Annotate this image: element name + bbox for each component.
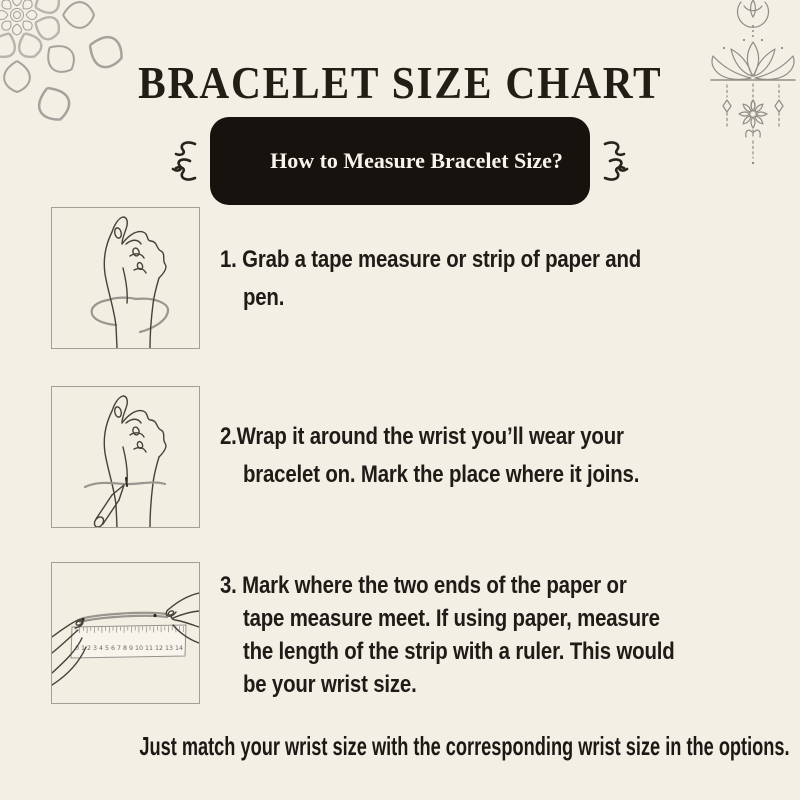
step3-line2: tape measure meet. If using paper, measure — [242, 605, 660, 632]
ruler-numbers: 0 1 2 3 4 5 6 7 8 9 10 11 12 13 14 — [75, 644, 183, 652]
flourish-right-icon — [602, 138, 632, 184]
step1-line2: pen. — [242, 284, 285, 311]
step1-illustration-hand-tape-loop — [51, 207, 200, 349]
step3-illustration-ruler-strip — [51, 562, 200, 704]
flourish-left-icon — [168, 138, 198, 184]
subtitle-pill — [210, 117, 590, 205]
step3-line1: 3. Mark where the two ends of the paper or — [220, 572, 627, 599]
footer-note-text: Just match your wrist size with the corresponding wrist size in the options. — [139, 731, 790, 761]
step2-line1: 2.Wrap it around the wrist you’ll wear your — [220, 423, 624, 450]
step2-text — [220, 418, 639, 494]
step2-line2: bracelet on. Mark the place where it joins. — [242, 461, 640, 488]
step1-line1: 1. Grab a tape measure or strip of paper and — [220, 246, 642, 273]
step2-illustration-hand-pen-mark — [51, 386, 200, 528]
step3-line4: be your wrist size. — [242, 671, 417, 698]
page-title — [0, 56, 800, 109]
step1-text — [220, 241, 641, 317]
page-title-text: BRACELET SIZE CHART — [137, 57, 663, 108]
step3-line3: the length of the strip with a ruler. This would — [242, 638, 675, 665]
step3-text — [220, 569, 675, 701]
subtitle-row — [0, 117, 800, 205]
subtitle-text: How to Measure Bracelet Size? — [270, 148, 563, 173]
footer-note — [0, 731, 800, 762]
